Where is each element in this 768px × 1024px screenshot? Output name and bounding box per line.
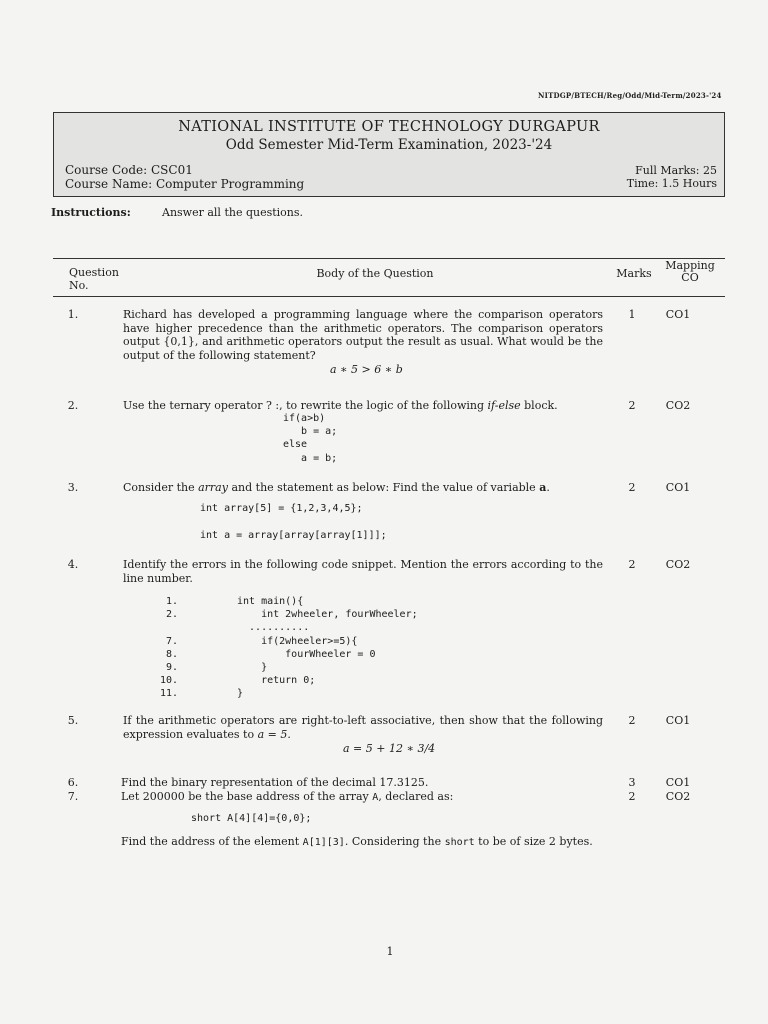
question-co: CO2 [665, 790, 691, 803]
header-mapping-co: Mapping CO [665, 259, 715, 284]
question-number: 5. [67, 714, 79, 727]
code-line: short A[4][4]={0,0}; [191, 813, 312, 824]
exam-title: Odd Semester Mid-Term Examination, 2023-'24 [225, 137, 553, 153]
question-tail-text: Find the address of the element A[1][3]. Considering the short to be of size 2 bytes. [121, 835, 593, 848]
question-text: Let 200000 be the base address of the array A, declared as: [121, 790, 454, 803]
question-text: Richard has developed a programming language where the comparison operators have higher precedence than the arithmetic operators. The comparison operators output {0,1}, and arithmetic operators output the result as usual. What would be the output of the following statement? [123, 308, 603, 362]
question-marks: 2 [628, 714, 636, 727]
question-text: Consider the array and the statement as below: Find the value of variable a. [123, 481, 550, 494]
instructions-text: Answer all the questions. [162, 206, 304, 219]
question-number: 3. [67, 481, 79, 494]
instructions-label: Instructions: [51, 206, 131, 219]
course-name: Course Name: Computer Programming [65, 177, 305, 191]
institute-name: NATIONAL INSTITUTE OF TECHNOLOGY DURGAPUR [178, 119, 600, 135]
code-line: int a = array[array[array[1]]]; [200, 530, 387, 541]
line-number: 10. [159, 675, 178, 686]
line-number: 2. [165, 609, 178, 620]
question-text: Identify the errors in the following code snippet. Mention the errors according to the line number. [123, 558, 603, 585]
code-line: b = a; [283, 426, 338, 437]
header-marks: Marks [616, 267, 652, 280]
code-line: return 0; [237, 675, 316, 686]
full-marks: Full Marks: 25 [635, 164, 717, 177]
code-line: int main(){ [237, 596, 304, 607]
document-reference: NITDGP/BTECH/Reg/Odd/Mid-Term/2023-'24 [538, 91, 722, 100]
code-line: fourWheeler = 0 [237, 649, 376, 660]
line-number: 9. [165, 662, 178, 673]
line-number: 8. [165, 649, 178, 660]
question-marks: 2 [628, 558, 636, 571]
header-body: Body of the Question [316, 267, 434, 280]
question-marks: 1 [628, 308, 636, 321]
exam-time: Time: 1.5 Hours [626, 177, 717, 190]
code-line: a = b; [283, 453, 338, 464]
question-text: If the arithmetic operators are right-to-left associative, then show that the following expression evaluates to a = 5. [123, 714, 603, 741]
question-marks: 2 [628, 399, 636, 412]
question-text: Find the binary representation of the decimal 17.3125. [121, 776, 429, 789]
question-expression: a = 5 + 12 ∗ 3/4 [343, 742, 436, 755]
exam-header-box [53, 112, 725, 197]
code-ellipsis: .......... [237, 622, 310, 633]
question-co: CO1 [665, 714, 691, 727]
line-number: 11. [159, 688, 178, 699]
code-line: int 2wheeler, fourWheeler; [237, 609, 418, 620]
line-number: 7. [165, 636, 178, 647]
page-number: 1 [386, 945, 394, 958]
line-number: 1. [165, 596, 178, 607]
course-code: Course Code: CSC01 [65, 163, 193, 177]
question-marks: 3 [628, 776, 636, 789]
question-marks: 2 [628, 790, 636, 803]
table-top-rule [53, 258, 725, 259]
question-co: CO1 [665, 776, 691, 789]
question-co: CO2 [665, 399, 691, 412]
question-number: 2. [67, 399, 79, 412]
question-co: CO2 [665, 558, 691, 571]
question-text: Use the ternary operator ? :, to rewrite the logic of the following if-else block. [123, 399, 558, 412]
header-question-no: Question No. [69, 266, 119, 292]
code-line: int array[5] = {1,2,3,4,5}; [200, 503, 363, 514]
question-number: 1. [67, 308, 79, 321]
question-number: 6. [67, 776, 79, 789]
code-line: } [237, 662, 268, 673]
question-co: CO1 [665, 481, 691, 494]
code-line: } [237, 688, 244, 699]
table-header-rule [53, 296, 725, 297]
code-line: if(2wheeler>=5){ [237, 636, 358, 647]
code-line: else [283, 439, 308, 450]
question-number: 7. [67, 790, 79, 803]
question-marks: 2 [628, 481, 636, 494]
question-co: CO1 [665, 308, 691, 321]
question-number: 4. [67, 558, 79, 571]
code-line: if(a>b) [283, 413, 326, 424]
question-expression: a ∗ 5 > 6 ∗ b [330, 363, 403, 376]
